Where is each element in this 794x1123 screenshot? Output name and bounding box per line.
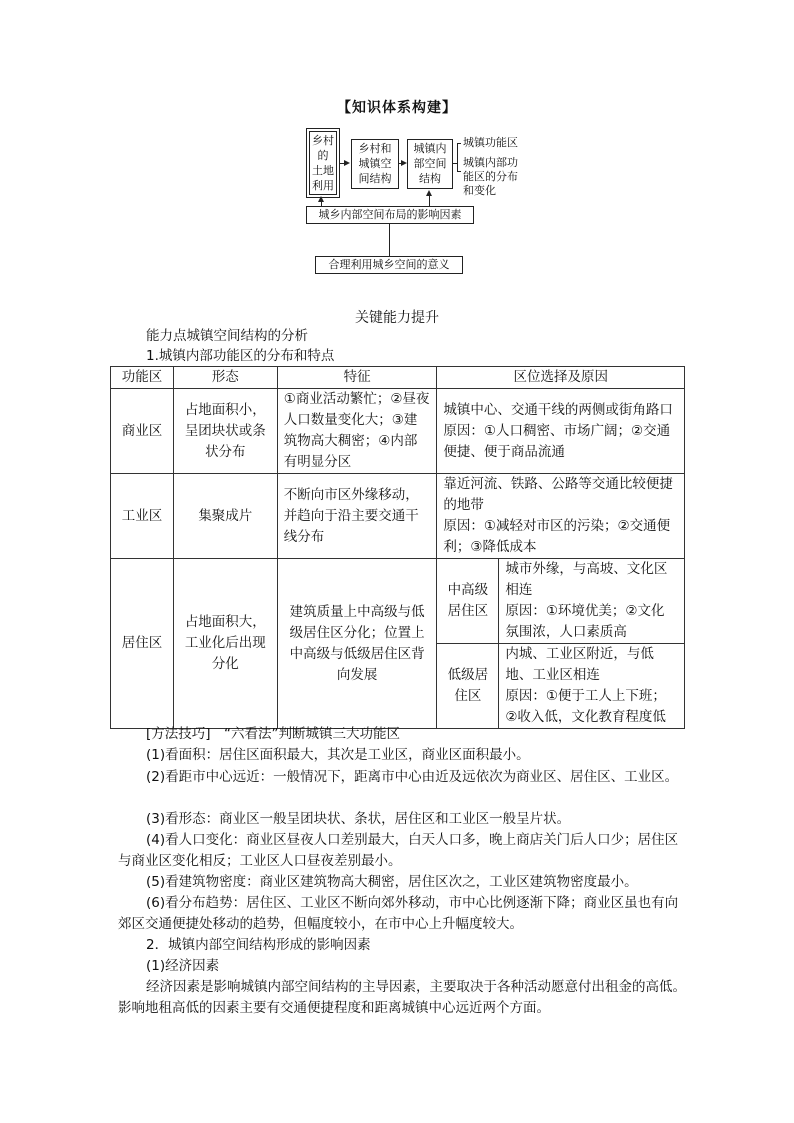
ability-point: 能力点城镇空间结构的分析 xyxy=(146,328,308,344)
label-function-zone: 城镇功能区 xyxy=(463,136,518,149)
header-cell: 特征 xyxy=(277,367,437,389)
arrow-head xyxy=(344,160,350,166)
bracket-line xyxy=(457,171,461,172)
arrow-head xyxy=(401,160,407,166)
box-land-use: 乡村 的 土地 利用 xyxy=(309,131,337,195)
bracket-line xyxy=(457,143,461,144)
knowledge-title: 【知识体系构建】 xyxy=(337,100,457,116)
table-header-row xyxy=(111,367,685,389)
method-item: (5)看建筑物密度：商业区建筑物高大稠密，居住区次之，工业区建筑物密度最小。 xyxy=(146,874,638,890)
zone-feature: ①商业活动繁忙；②昼夜人口数量变化大；③建筑物高大稠密；④内部有明显分区 xyxy=(277,389,437,474)
part2-title: 2．城镇内部空间结构形成的影响因素 xyxy=(146,937,371,953)
part2-subheading: (1)经济因素 xyxy=(146,958,220,974)
zone-feature: 建筑质量上中高级与低级居住区分化；位置上中高级与低级居住区背向发展 xyxy=(277,559,437,729)
method-item: (4)看人口变化：商业区昼夜人口差别最大，白天人口多，晚上商店关门后人口少；居住区与商业区变化相反；工业区人口昼夜差别最小。 xyxy=(118,832,679,869)
zone-name: 商业区 xyxy=(111,389,174,474)
zone-shape: 集聚成片 xyxy=(173,474,277,559)
sub-zone-location: 内城、工业区附近，与低地、工业区相连 原因：①便于工人上下班；②收入低，文化教育程度低 xyxy=(499,644,685,729)
box-influence-factors: 城乡内部空间布局的影响因素 xyxy=(306,206,474,224)
zone-shape: 占地面积大，工业化后出现分化 xyxy=(173,559,277,729)
sub-zone-name: 低级居住区 xyxy=(437,644,499,729)
table-row xyxy=(111,559,685,644)
method-item: (1)看面积：居住区面积最大，其次是工业区，商业区面积最小。 xyxy=(146,747,530,763)
zone-name: 居住区 xyxy=(111,559,174,729)
arrow-head xyxy=(426,190,432,196)
section-title: 关键能力提升 xyxy=(355,310,439,326)
zone-shape: 占地面积小，呈团块状或条状分布 xyxy=(173,389,277,474)
method-title: [方法技巧] “六看法”判断城镇三大功能区 xyxy=(146,726,401,742)
sub-zone-name: 中高级居住区 xyxy=(437,559,499,644)
connector-line xyxy=(389,224,390,256)
arrow-head xyxy=(318,196,324,202)
arrow-line xyxy=(429,196,430,206)
table-row xyxy=(111,389,685,474)
header-cell: 区位选择及原因 xyxy=(437,367,685,389)
zone-location: 靠近河流、铁路、公路等交通比较便捷的地带 原因：①减轻对市区的污染；②交通便利；③降低成本 xyxy=(437,474,685,559)
part2-paragraph: 经济因素是影响城镇内部空间结构的主导因素，主要取决于各种活动愿意付出租金的高低。影响地租高低的因素主要有交通便捷程度和距离城镇中心远近两个方面。 xyxy=(118,979,686,1016)
box-meaning: 合理利用城乡空间的意义 xyxy=(315,256,463,274)
function-zone-table xyxy=(110,366,685,729)
zone-location: 城镇中心、交通干线的两侧或街角路口 原因：①人口稠密、市场广阔；②交通便捷、便于商品流通 xyxy=(437,389,685,474)
header-cell: 形态 xyxy=(173,367,277,389)
table-row xyxy=(111,474,685,559)
box-space-structure: 乡村和 城镇空 间结构 xyxy=(351,139,399,189)
method-item: (3)看形态：商业区一般呈团块状、条状，居住区和工业区一般呈片状。 xyxy=(146,811,571,827)
bracket-line xyxy=(457,143,458,171)
zone-feature: 不断向市区外缘移动，并趋向于沿主要交通干线分布 xyxy=(277,474,437,559)
method-item: (2)看距市中心远近：一般情况下，距离市中心由近及远依次为商业区、居住区、工业区。 xyxy=(146,769,679,785)
header-cell: 功能区 xyxy=(111,367,174,389)
item-heading: 1.城镇内部功能区的分布和特点 xyxy=(146,348,335,364)
method-item: (6)看分布趋势：居住区、工业区不断向郊外移动，市中心比例逐渐下降；商业区虽也有向郊区交通便捷处移动的趋势，但幅度较小，在市中心上升幅度较大。 xyxy=(118,895,679,932)
zone-name: 工业区 xyxy=(111,474,174,559)
sub-zone-location: 城市外缘，与高坡、文化区相连 原因：①环境优美；②文化氛围浓，人口素质高 xyxy=(499,559,685,644)
box-internal-structure: 城镇内 部空间 结构 xyxy=(407,139,453,189)
label-zone-distribution: 城镇内部功 能区的分布 和变化 xyxy=(463,156,518,197)
